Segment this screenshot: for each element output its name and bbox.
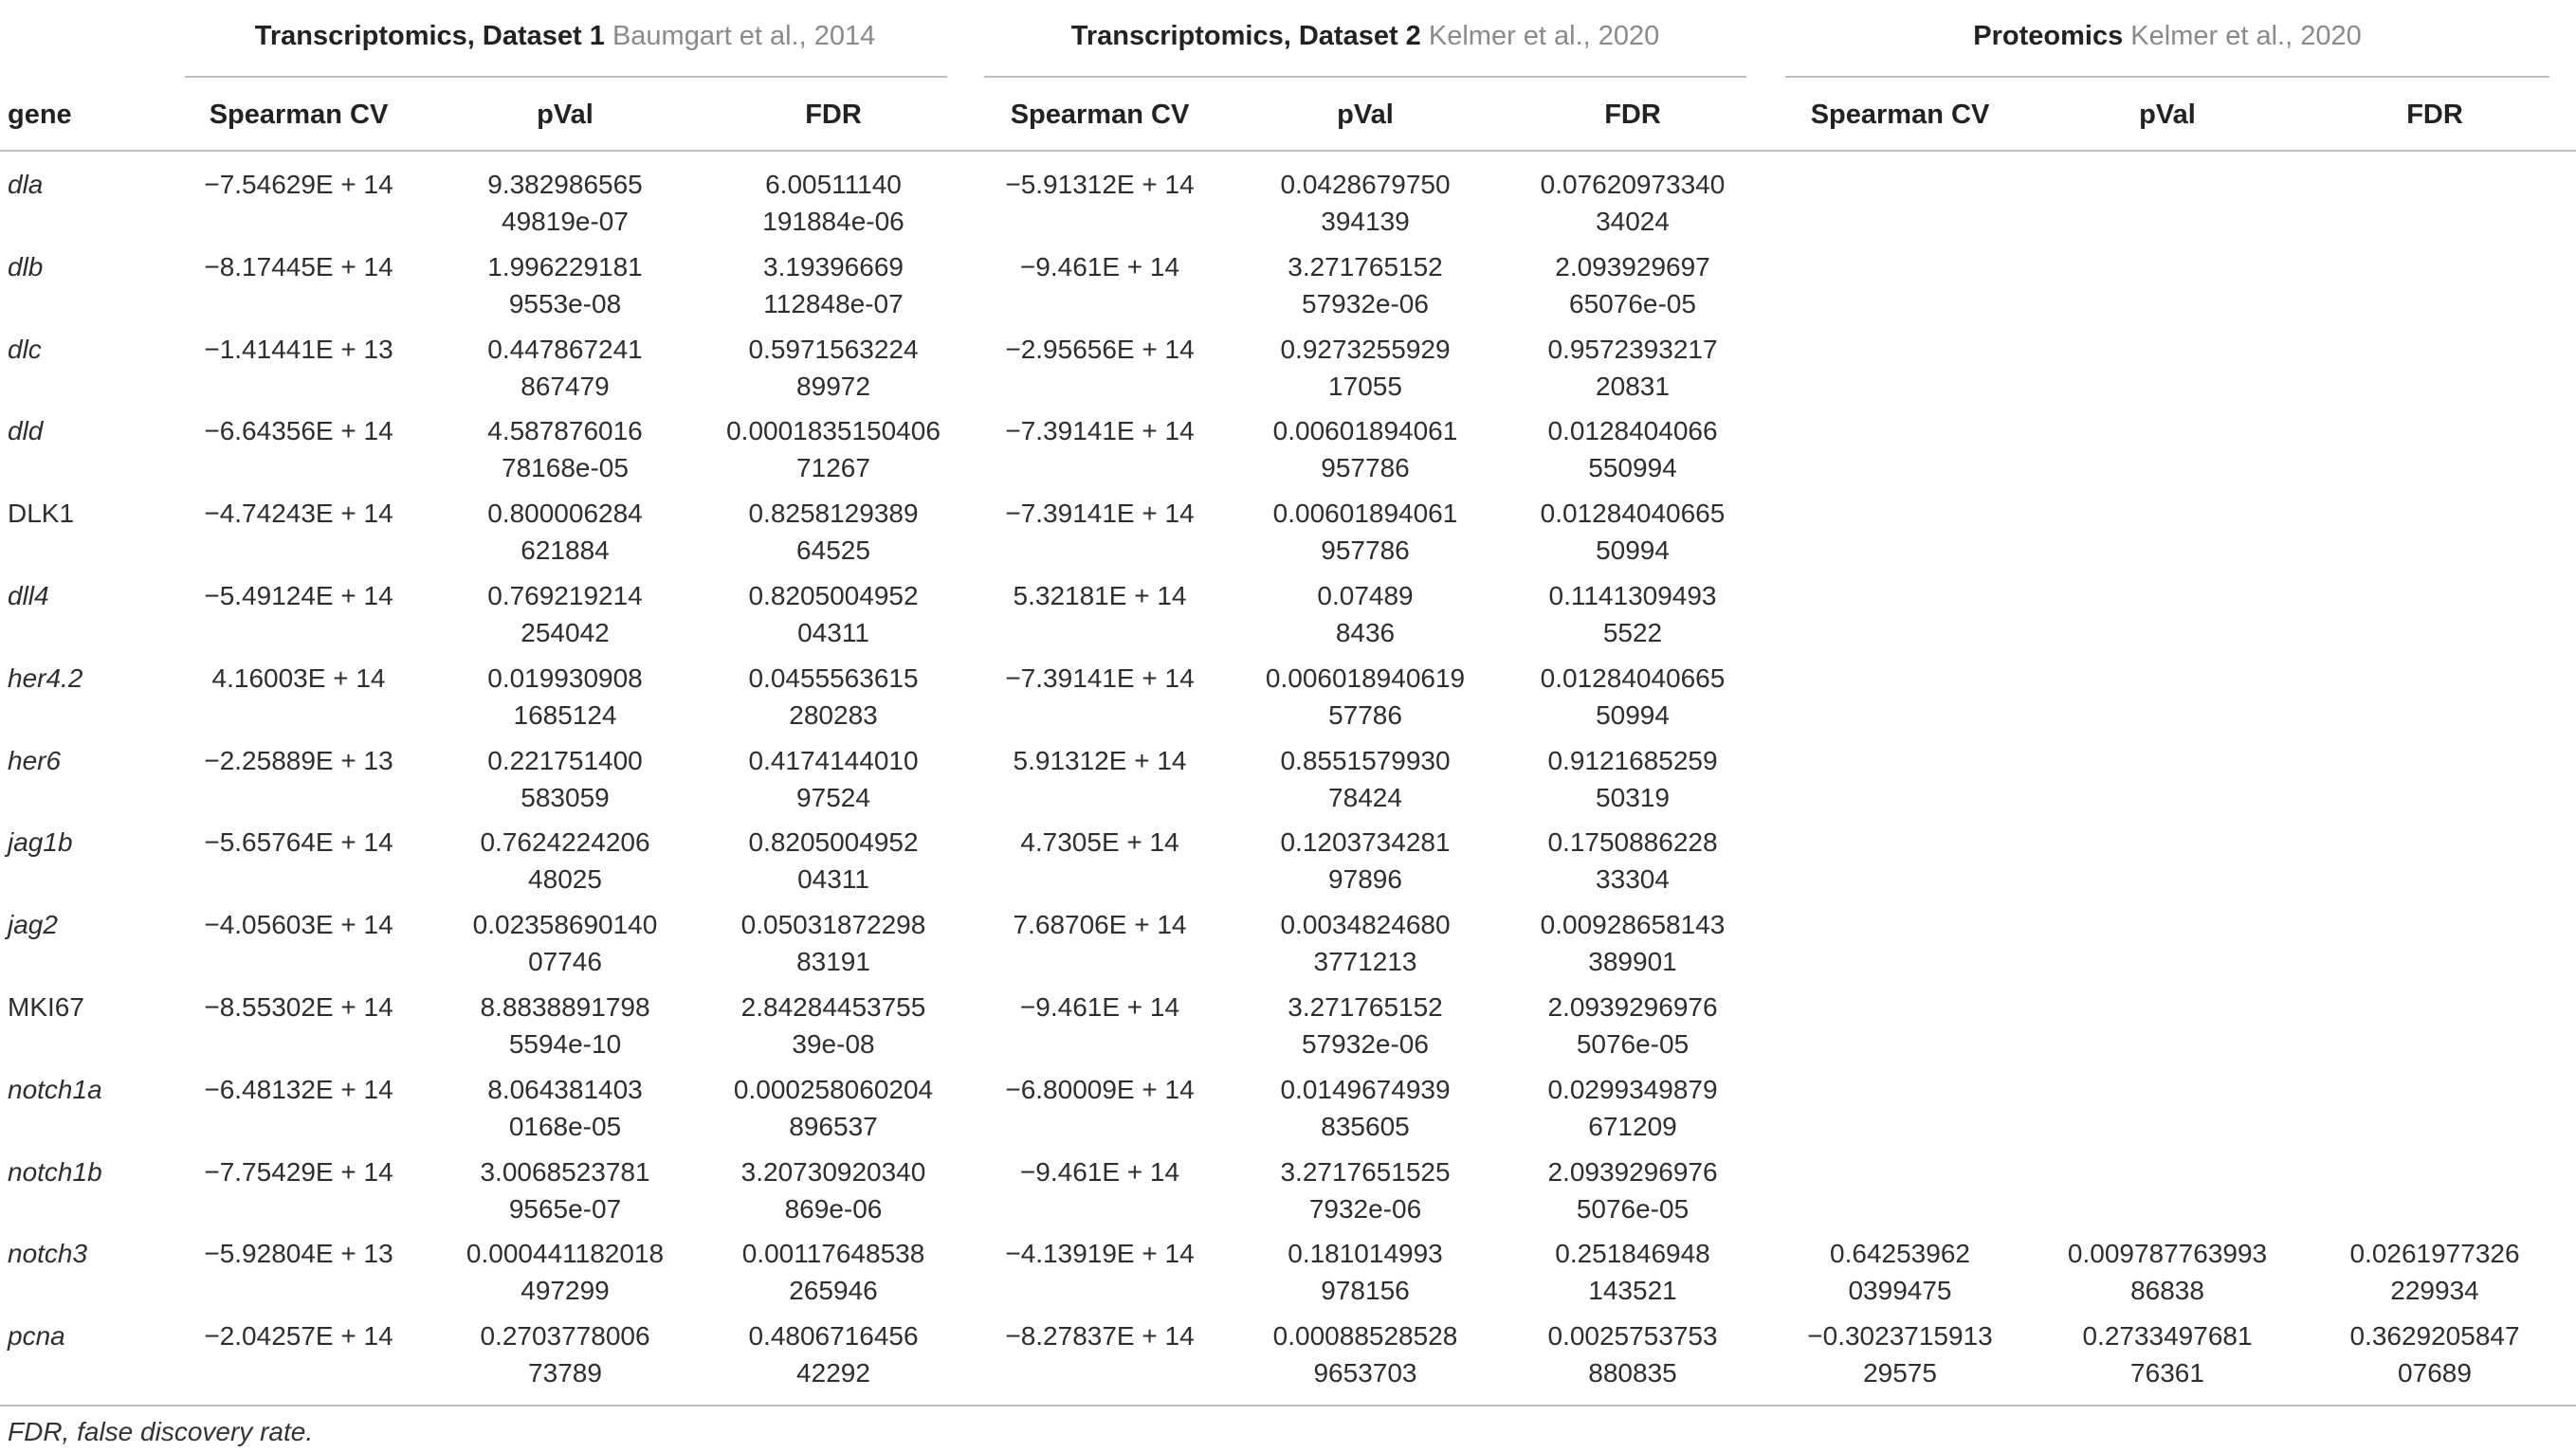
- gene-name: her4.2: [8, 663, 83, 693]
- table-cell: [748, 1317, 918, 1391]
- table-cell: [763, 248, 904, 322]
- cell-line: 0.0001835150406: [726, 416, 941, 445]
- table-cell: [741, 1153, 926, 1227]
- cell-line: 50994: [1596, 700, 1670, 730]
- cell-line: 8.064381403: [487, 1075, 643, 1104]
- cell-line: 89972: [796, 372, 870, 401]
- table-cell: [2349, 1317, 2519, 1391]
- cell-line: 4.587876016: [487, 416, 643, 445]
- cell-line: 0.4806716456: [748, 1321, 919, 1351]
- cell-line: 867479: [521, 372, 610, 401]
- cell-line: 1685124: [513, 700, 617, 730]
- table-cell: [1280, 824, 1450, 898]
- cell-line: 3.20730920340: [740, 1157, 926, 1187]
- table-cell: [1273, 412, 1458, 486]
- table-cell: [487, 248, 643, 322]
- cell-line: 0.0428679750: [1280, 170, 1451, 199]
- cell-line: 0.800006284: [487, 499, 643, 528]
- gene-name: MKI67: [8, 992, 84, 1022]
- table-cell: [1280, 742, 1450, 816]
- cell-line: 0.006018940619: [1265, 663, 1466, 693]
- table-cell: [2068, 1235, 2267, 1309]
- header-divider: [0, 150, 2576, 152]
- table-cell: [204, 495, 393, 532]
- cell-line: 48025: [528, 864, 602, 894]
- cell-line: 112848e-07: [763, 289, 904, 318]
- cell-line: −7.75429E + 14: [204, 1157, 393, 1187]
- cell-line: −2.95656E + 14: [1005, 335, 1195, 364]
- table-cell: [1014, 742, 1187, 779]
- table-cell: [204, 824, 393, 861]
- cell-line: 29575: [1863, 1358, 1937, 1388]
- cell-line: 57786: [1328, 700, 1402, 730]
- cell-line: −5.65764E + 14: [204, 827, 393, 857]
- cell-line: 0.01284040665: [1540, 499, 1726, 528]
- cell-line: −4.05603E + 14: [204, 910, 393, 939]
- cell-line: 0.0455563615: [748, 663, 919, 693]
- cell-line: 0.0128404066: [1547, 416, 1718, 445]
- gene-name: her6: [8, 746, 62, 775]
- gene-name: dll4: [8, 581, 49, 610]
- cell-line: 34024: [1596, 207, 1670, 236]
- table-cell: [1005, 166, 1194, 203]
- cell-line: 0.07620973340: [1540, 170, 1726, 199]
- table-cell: [1288, 989, 1443, 1062]
- cell-line: 0.9572393217: [1547, 335, 1718, 364]
- cell-line: 869e-06: [784, 1194, 883, 1224]
- cell-line: 0.8205004952: [748, 827, 919, 857]
- column-header-pval: pVal: [1337, 100, 1394, 130]
- cell-line: 0.00117648538: [741, 1239, 925, 1268]
- citation-link[interactable]: Baumgart et al., 2014: [612, 21, 876, 51]
- table-cell: [748, 331, 918, 405]
- table-cell: [1280, 1153, 1450, 1227]
- cell-line: 957786: [1321, 453, 1410, 482]
- cell-line: 835605: [1321, 1112, 1410, 1141]
- cell-line: 57932e-06: [1302, 1029, 1429, 1059]
- cell-line: 04311: [797, 618, 869, 647]
- cell-line: 97524: [796, 783, 870, 812]
- cell-line: 229934: [2390, 1276, 2479, 1305]
- table-cell: [480, 989, 649, 1062]
- table-cell: [1020, 989, 1179, 1025]
- cell-line: 0.1203734281: [1280, 827, 1451, 857]
- column-header-gene: gene: [8, 100, 72, 130]
- cell-line: 621884: [521, 535, 610, 565]
- cell-line: 0168e-05: [508, 1112, 622, 1141]
- table-cell: [204, 1235, 393, 1272]
- cell-line: 5076e-05: [1576, 1029, 1690, 1059]
- table-cell: [1541, 166, 1726, 240]
- cell-line: 2.0939296976: [1547, 992, 1718, 1022]
- cell-line: 0399475: [1848, 1276, 1952, 1305]
- cell-line: 0.00928658143: [1540, 910, 1726, 939]
- table-cell: [1266, 660, 1465, 734]
- cell-line: −1.41441E + 13: [204, 335, 393, 364]
- table-cell: [1547, 824, 1717, 898]
- table-cell: [1005, 1235, 1194, 1272]
- column-header-fdr: FDR: [805, 100, 862, 130]
- group-underline: [984, 76, 1746, 78]
- cell-line: 5076e-05: [1576, 1194, 1690, 1224]
- cell-line: 64525: [796, 535, 870, 565]
- cell-line: 0.769219214: [487, 581, 643, 610]
- group-title-proteomics: Proteomics Kelmer et al., 2020: [1973, 21, 2362, 51]
- table-cell: [1273, 495, 1458, 569]
- column-header-spearman-cv: Spearman CV: [209, 100, 389, 130]
- cell-line: −7.39141E + 14: [1005, 416, 1195, 445]
- cell-line: 50994: [1596, 535, 1670, 565]
- table-cell: [726, 412, 941, 486]
- cell-line: 978156: [1321, 1276, 1410, 1305]
- cell-line: 265946: [789, 1276, 878, 1305]
- table-cell: [204, 331, 393, 368]
- table-cell: [1547, 1153, 1717, 1227]
- cell-line: 0.000441182018: [466, 1239, 665, 1268]
- table-footnote: FDR, false discovery rate.: [8, 1417, 314, 1446]
- cell-line: 957786: [1321, 535, 1410, 565]
- cell-line: −4.74243E + 14: [204, 499, 393, 528]
- cell-line: 143521: [1588, 1276, 1677, 1305]
- table-cell: [204, 248, 393, 285]
- gene-name: dlb: [8, 252, 44, 281]
- cell-line: 0.9273255929: [1280, 335, 1451, 364]
- cell-line: 0.0299349879: [1547, 1075, 1718, 1104]
- table-cell: [1014, 577, 1187, 614]
- cell-line: −0.3023715913: [1807, 1321, 1993, 1351]
- table-cell: [1555, 248, 1710, 322]
- table-cell: [204, 166, 393, 203]
- table-cell: [1317, 577, 1413, 651]
- table-cell: [748, 495, 918, 569]
- gene-name: notch1a: [8, 1075, 102, 1104]
- cell-line: 0.181014993: [1288, 1239, 1443, 1268]
- table-cell: [204, 742, 393, 779]
- cell-line: 0.0034824680: [1280, 910, 1451, 939]
- cell-line: 0.07489: [1317, 581, 1414, 610]
- table-cell: [1288, 248, 1443, 322]
- column-header-pval: pVal: [2139, 100, 2196, 130]
- gene-name: DLK1: [8, 499, 75, 528]
- cell-line: −8.27837E + 14: [1005, 1321, 1195, 1351]
- cell-line: 78168e-05: [502, 453, 629, 482]
- cell-line: −9.461E + 14: [1019, 252, 1180, 281]
- cell-line: 0.0149674939: [1280, 1075, 1451, 1104]
- cell-line: 4.16003E + 14: [211, 663, 386, 693]
- table-cell: [204, 989, 393, 1025]
- cell-line: 3.19396669: [763, 252, 904, 281]
- cell-line: 280283: [789, 700, 878, 730]
- table-cell: [1014, 906, 1187, 943]
- citation-link[interactable]: Kelmer et al., 2020: [2130, 21, 2362, 51]
- cell-line: 583059: [521, 783, 610, 812]
- cell-line: 8.8838891798: [480, 992, 650, 1022]
- table-cell: [1020, 824, 1178, 861]
- gene-name: jag1b: [8, 827, 73, 857]
- cell-line: 50319: [1596, 783, 1670, 812]
- cell-line: 394139: [1321, 207, 1410, 236]
- column-header-spearman-cv: Spearman CV: [1810, 100, 1990, 130]
- table-cell: [742, 1235, 925, 1309]
- cell-line: 73789: [528, 1358, 602, 1388]
- cell-line: 76361: [2130, 1358, 2204, 1388]
- table-cell: [748, 742, 918, 816]
- cell-line: 3.271765152: [1288, 252, 1443, 281]
- table-cell: [2349, 1235, 2519, 1309]
- cell-line: 65076e-05: [1569, 289, 1696, 318]
- cell-line: −6.80009E + 14: [1005, 1075, 1195, 1104]
- cell-line: 49819e-07: [502, 207, 629, 236]
- cell-line: 5594e-10: [508, 1029, 622, 1059]
- table-cell: [487, 412, 643, 486]
- table-cell: [734, 1071, 933, 1145]
- cell-line: 497299: [521, 1276, 610, 1305]
- cell-line: 3.0068523781: [480, 1157, 650, 1187]
- cell-line: 880835: [1588, 1358, 1677, 1388]
- cell-line: 0.02358690140: [472, 910, 658, 939]
- cell-line: 550994: [1588, 453, 1677, 482]
- cell-line: −5.49124E + 14: [204, 581, 393, 610]
- cell-line: 7932e-06: [1308, 1194, 1422, 1224]
- table-cell: [487, 166, 643, 240]
- cell-line: 6.00511140: [765, 170, 902, 199]
- cell-line: 0.0025753753: [1547, 1321, 1718, 1351]
- cell-line: 896537: [789, 1112, 878, 1141]
- cell-line: 0.8258129389: [748, 499, 919, 528]
- table-cell: [1280, 331, 1450, 405]
- table-cell: [487, 495, 643, 569]
- gene-name: dld: [8, 416, 44, 445]
- table-cell: [1005, 1317, 1194, 1354]
- cell-line: 07746: [528, 947, 602, 976]
- table-cell: [741, 906, 926, 980]
- cell-line: 0.64253962: [1830, 1239, 1970, 1268]
- table-cell: [1005, 331, 1194, 368]
- table-cell: [1830, 1235, 1970, 1309]
- cell-line: 0.7624224206: [480, 827, 650, 857]
- cell-line: 9565e-07: [508, 1194, 622, 1224]
- cell-line: 0.01284040665: [1540, 663, 1726, 693]
- table-cell: [204, 906, 393, 943]
- table-cell: [204, 1071, 393, 1108]
- cell-line: 0.1750886228: [1547, 827, 1718, 857]
- table-cell: [762, 166, 904, 240]
- table-cell: [1807, 1317, 1992, 1391]
- cell-line: 0.251846948: [1555, 1239, 1710, 1268]
- cell-line: 0.00601894061: [1272, 416, 1458, 445]
- table-cell: [1547, 412, 1717, 486]
- cell-line: 39e-08: [792, 1029, 875, 1059]
- citation-link[interactable]: Kelmer et al., 2020: [1428, 21, 1660, 51]
- cell-line: 5522: [1602, 618, 1663, 647]
- table-cell: [741, 989, 926, 1062]
- table-cell: [204, 1317, 393, 1354]
- column-header-fdr: FDR: [1604, 100, 1661, 130]
- cell-line: 5.91312E + 14: [1013, 746, 1187, 775]
- table-bottom-divider: [0, 1405, 2576, 1407]
- table-cell: [487, 742, 643, 816]
- cell-line: 78424: [1328, 783, 1402, 812]
- group-title-transcriptomics-1: Transcriptomics, Dataset 1 Baumgart et al., 2014: [254, 21, 876, 51]
- cell-line: 9553e-08: [508, 289, 622, 318]
- cell-line: 0.221751400: [487, 746, 643, 775]
- cell-line: 5.32181E + 14: [1013, 581, 1187, 610]
- table-cell: [1273, 1317, 1458, 1391]
- table-cell: [466, 1235, 664, 1309]
- cell-line: −8.55302E + 14: [204, 992, 393, 1022]
- table-cell: [487, 331, 643, 405]
- cell-line: 389901: [1588, 947, 1677, 976]
- cell-line: −2.25889E + 13: [204, 746, 393, 775]
- cell-line: 0.4174144010: [748, 746, 919, 775]
- cell-line: −2.04257E + 14: [204, 1321, 393, 1351]
- cell-line: 0.0261977326: [2349, 1239, 2520, 1268]
- table-cell: [1005, 495, 1194, 532]
- cell-line: 4.7305E + 14: [1020, 827, 1179, 857]
- table-cell: [487, 577, 643, 651]
- cell-line: 2.093929697: [1555, 252, 1710, 281]
- table-cell: [473, 906, 658, 980]
- cell-line: 0.009787763993: [2067, 1239, 2268, 1268]
- cell-line: 2.84284453755: [740, 992, 926, 1022]
- table-cell: [480, 1317, 649, 1391]
- cell-line: 671209: [1588, 1112, 1677, 1141]
- cell-line: 0.000258060204: [733, 1075, 934, 1104]
- table-cell: [1288, 1235, 1443, 1309]
- cell-line: 0.05031872298: [740, 910, 926, 939]
- table-cell: [487, 660, 643, 734]
- table-cell: [1280, 166, 1450, 240]
- column-header-spearman-cv: Spearman CV: [1010, 100, 1190, 130]
- table-cell: [204, 1153, 393, 1190]
- table-cell: [1547, 1317, 1717, 1391]
- table-cell: [487, 1071, 643, 1145]
- group-underline: [185, 76, 947, 78]
- cell-line: 0.8551579930: [1280, 746, 1451, 775]
- column-header-fdr: FDR: [2406, 100, 2463, 130]
- table-cell: [1005, 412, 1194, 449]
- cell-line: 0.3629205847: [2349, 1321, 2520, 1351]
- cell-line: −7.39141E + 14: [1005, 663, 1195, 693]
- table-cell: [1547, 742, 1717, 816]
- cell-line: 0.9121685259: [1547, 746, 1718, 775]
- gene-name: dla: [8, 170, 44, 199]
- gene-name: jag2: [8, 910, 58, 939]
- cell-line: 254042: [521, 618, 610, 647]
- table-cell: [480, 1153, 649, 1227]
- table-cell: [1549, 577, 1717, 651]
- cell-line: 3771213: [1313, 947, 1417, 976]
- table-cell: [1020, 1153, 1179, 1190]
- cell-line: 57932e-06: [1302, 289, 1429, 318]
- table-cell: [1555, 1235, 1710, 1309]
- table-cell: [1541, 495, 1726, 569]
- cell-line: −7.39141E + 14: [1005, 499, 1195, 528]
- table-cell: [204, 412, 393, 449]
- table-cell: [748, 577, 918, 651]
- cell-line: 33304: [1596, 864, 1670, 894]
- cell-line: 0.019930908: [487, 663, 643, 693]
- table-cell: [1547, 989, 1717, 1062]
- cell-line: 83191: [796, 947, 870, 976]
- table-cell: [1005, 1071, 1194, 1108]
- gene-name: notch3: [8, 1239, 88, 1268]
- cell-line: −4.13919E + 14: [1005, 1239, 1195, 1268]
- cell-line: 20831: [1596, 372, 1670, 401]
- table-cell: [1541, 906, 1726, 980]
- cell-line: 9653703: [1313, 1358, 1417, 1388]
- cell-line: 0.5971563224: [748, 335, 919, 364]
- gene-name: dlc: [8, 335, 42, 364]
- table-cell: [2082, 1317, 2252, 1391]
- cell-line: 04311: [797, 864, 869, 894]
- cell-line: 0.00601894061: [1272, 499, 1458, 528]
- table-cell: [1005, 660, 1194, 697]
- cell-line: −9.461E + 14: [1019, 992, 1180, 1022]
- cell-line: 0.2703778006: [480, 1321, 650, 1351]
- cell-line: 17055: [1328, 372, 1402, 401]
- group-underline: [1785, 76, 2549, 78]
- cell-line: 1.996229181: [487, 252, 643, 281]
- cell-line: −7.54629E + 14: [204, 170, 393, 199]
- cell-line: −6.64356E + 14: [204, 416, 393, 445]
- cell-line: 0.1141309493: [1548, 581, 1717, 610]
- table-cell: [1541, 660, 1726, 734]
- cell-line: −6.48132E + 14: [204, 1075, 393, 1104]
- cell-line: 42292: [796, 1358, 870, 1388]
- cell-line: 0.2733497681: [2082, 1321, 2253, 1351]
- cell-line: 8436: [1335, 618, 1396, 647]
- cell-line: −8.17445E + 14: [204, 252, 393, 281]
- table-cell: [1547, 1071, 1717, 1145]
- cell-line: 71267: [796, 453, 870, 482]
- cell-line: 2.0939296976: [1547, 1157, 1718, 1187]
- cell-line: −5.92804E + 13: [204, 1239, 393, 1268]
- cell-line: 0.8205004952: [748, 581, 919, 610]
- column-header-pval: pVal: [537, 100, 594, 130]
- cell-line: 86838: [2130, 1276, 2204, 1305]
- table-cell: [1547, 331, 1717, 405]
- table-cell: [748, 824, 918, 898]
- cell-line: 3.271765152: [1288, 992, 1443, 1022]
- table-cell: [480, 824, 649, 898]
- cell-line: 191884e-06: [762, 207, 904, 236]
- cell-line: −9.461E + 14: [1019, 1157, 1180, 1187]
- cell-line: 7.68706E + 14: [1013, 910, 1187, 939]
- table-cell: [748, 660, 918, 734]
- table-cell: [204, 577, 393, 614]
- cell-line: 97896: [1328, 864, 1402, 894]
- cell-line: 9.382986565: [487, 170, 643, 199]
- table-cell: [1280, 1071, 1450, 1145]
- cell-line: 07689: [2398, 1358, 2472, 1388]
- gene-name: pcna: [8, 1321, 65, 1351]
- group-title-transcriptomics-2: Transcriptomics, Dataset 2 Kelmer et al., 2020: [1070, 21, 1660, 51]
- cell-line: 3.2717651525: [1280, 1157, 1451, 1187]
- cell-line: −5.91312E + 14: [1005, 170, 1195, 199]
- gene-name: notch1b: [8, 1157, 102, 1187]
- table-cell: [1020, 248, 1179, 285]
- table-cell: [1280, 906, 1450, 980]
- table-cell: [212, 660, 386, 697]
- cell-line: 0.447867241: [487, 335, 643, 364]
- cell-line: 0.00088528528: [1272, 1321, 1458, 1351]
